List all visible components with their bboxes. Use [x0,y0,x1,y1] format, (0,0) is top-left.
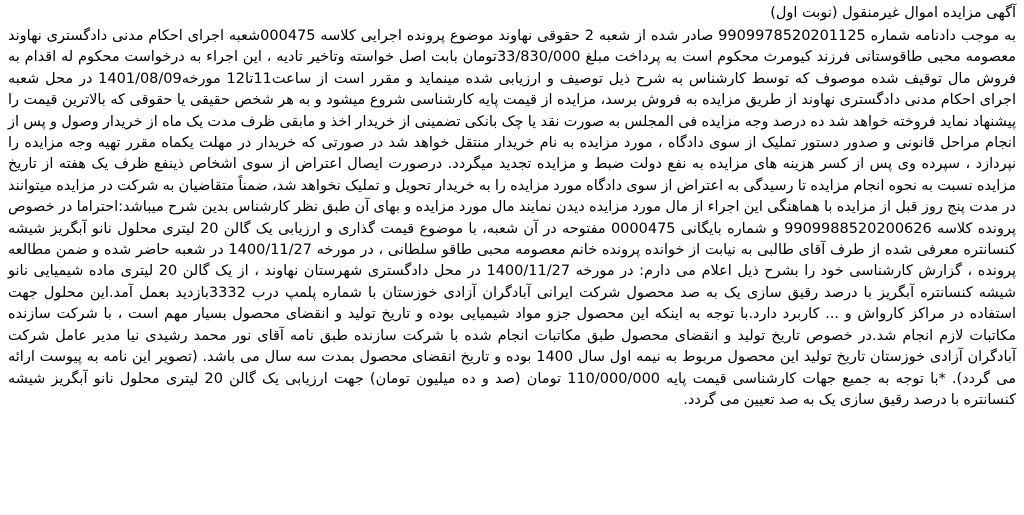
notice-body-text: به موجب دادنامه شماره 9909978520201125 صادر شده از شعبه 2 حقوقی نهاوند موضوع پرونده اجرایی کلاسه 000475شعبه اجرای احکام مدنی دادگستری نهاوند معصومه محبی طاقوستانی فرزند کیومرث محکوم است به پرداخت مبلغ 33/830/000تومان بابت اصل خواسته وتاخیر تادیه ، این اجراء به درخواست محکوم له اقدام به فروش مال توقیف شده موصوف که توسط کارشناس به شرح ذیل توصیف و ارزیابی شده مینماید و مقرر است از ساعت11تا12 مورخه1401/08/09 در محل شعبه اجرای احکام مدنی دادگستری نهاوند از طریق مزایده به فروش برسد، مزایده از قیمت پایه کارشناسی شروع میشود و به هر شخص حقیقی یا حقوقی که بالاترین قیمت را پیشنهاد نماید فروخته خواهد شد ده درصد وجه مزایده فی المجلس به صورت نقد یا چک بانکی تضمینی از خریدار اخذ و مابقی ظرف مدت یک ماه از خریدار وصول و پس از انجام مراحل قانونی و صدور دستور تملیک از سوی دادگاه ، مورد مزایده به نام خریدار منتقل خواهد شد در صورتی که خریدار در مهلت یکماه مقرر تهیه وجه مزایده را نپردازد ، سپرده وی پس از کسر هزینه های مزایده به نفع دولت ضبط و مزایده تجدید میگردد. درصورت ایصال اعتراض از سوی اشخاص ذینفع ظرف یک هفته از تاریخ مزایده نسبت به نحوه انجام مزایده تا رسیدگی به اعتراض از سوی دادگاه مورد مزایده را به خریدار تحویل و تملیک نخواهد شد، ضمناً متقاضیان به شرکت در مزایده میتوانند در مدت پنج روز قبل از مزایده با هماهنگی این اجراء از مال مورد مزایده دیدن نمایند مال مورد مزایده و بهای آن طبق نظر کارشناس بدین شرح میباشد:احتراما در خصوص پرونده کلاسه 9909988520200626 و شماره بایگانی 0000475 مفتوحه در آن شعبه، با موضوع قیمت گذاری و ارزیابی یک گالن 20 لیتری محلول نانو آبگریز شیشه کنسانتره معرفی شده از طرف آقای طالبی به نیابت از خوانده پرونده خانم معصومه محبی طاقو سلطانی ، در مورخه 1400/11/27 در شعبه حاضر شده و ضمن مطالعه پرونده ، گزارش کارشناسی خود را بشرح ذیل اعلام می دارم: در مورخه 1400/11/27 در محل دادگستری شهرستان نهاوند ، از یک گالن 20 لیتری ماده شیمیایی نانو شیشه کنسانتره آبگریز با درصد رقیق سازی یک به صد محصول شرکت ایرانی آبادگران آزادی خوزستان با شماره پلمپ درب 3332بازدید بعمل آمد.این محلول جهت استفاده در مراکز کارواش و ... کاربرد دارد.با توجه به اینکه این محصول جزو مواد شیمیایی بوده و تاریخ تولید و انقضای محصول بسیار مهم است ، با شرکت سازنده مکاتبات لازم انجام شد.در خصوص تاریخ تولید و انقضای محصول طبق مکاتبات انجام شده با شرکت سازنده طبق نامه آقای نور محمد رشیدی نیا مدیر عامل شرکت آبادگران آزادی خوزستان تاریخ تولید این محصول مربوط به نیمه اول سال 1400 بوده و تاریخ انقضای محصول بمدت سه سال می باشد. (تصویر این نامه به پیوست ارائه می گردد). *با توجه به جمیع جهات کارشناسی قیمت پایه 110/000/000 تومان (صد و ده میلیون تومان) جهت ارزیابی یک گالن 20 لیتری محلول نانو آبگریز شیشه کنسانتره با درصد رقیق سازی یک به صد تعیین می گردد. [8,28,1016,408]
notice-title: آگهی مزایده اموال غیرمنقول (نوبت اول) [770,5,1016,21]
